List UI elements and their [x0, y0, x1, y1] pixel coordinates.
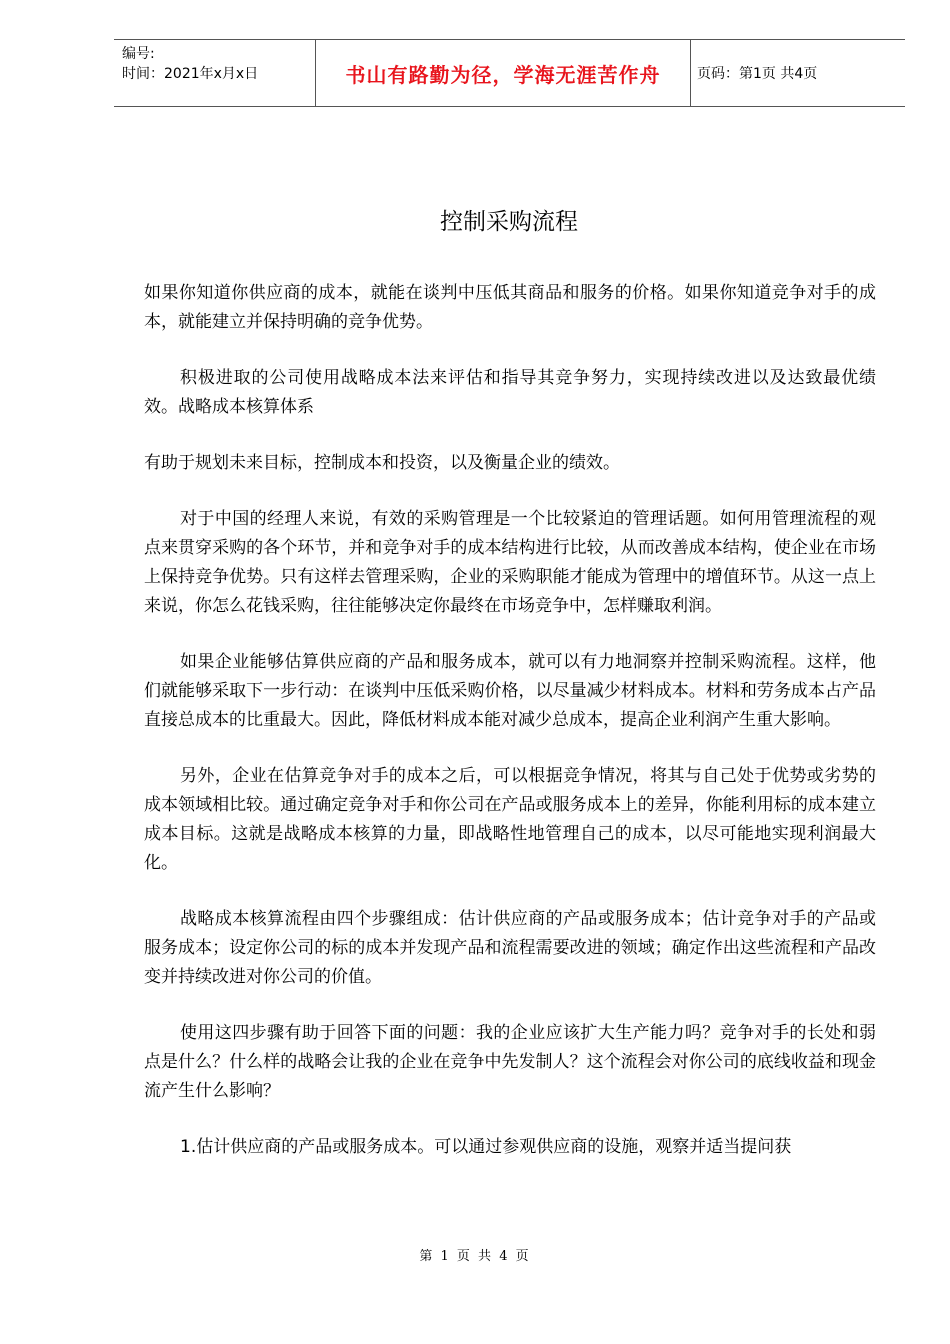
page-info-text: 页码：第1页 共4页 [697, 66, 818, 82]
document-header [114, 39, 905, 107]
motto-text: 书山有路勤为径，学海无涯苦作舟 [345, 62, 661, 87]
header-page-info [697, 40, 817, 106]
paragraph: 战略成本核算流程由四个步骤组成：估计供应商的产品或服务成本；估计竞争对手的产品或服务成本；设定你公司的标的成本并发现产品和流程需要改进的领域；确定作出这些流程和产品改变并持续改进对你公司的价值。 [144, 909, 876, 987]
header-meta [122, 44, 312, 84]
paragraph: 1.估计供应商的产品或服务成本。可以通过参观供应商的设施，观察并适当提问获 [180, 1137, 792, 1157]
page-footer: 第 1 页 共 4 页 [419, 1249, 531, 1264]
document-title: 控制采购流程 [440, 209, 578, 235]
header-motto-cell [315, 40, 691, 106]
paragraph: 对于中国的经理人来说，有效的采购管理是一个比较紧迫的管理话题。如何用管理流程的观点来贯穿采购的各个环节，并和竞争对手的成本结构进行比较，从而改善成本结构，使企业在市场上保持竞争优势。只有这样去管理采购，企业的采购职能才能成为管理中的增值环节。从这一点上来说，你怎么花钱采购，往往能够决定你最终在市场竞争中，怎样赚取利润。 [144, 509, 876, 616]
paragraph: 积极进取的公司使用战略成本法来评估和指导其竞争努力，实现持续改进以及达致最优绩效。战略成本核算体系 [144, 368, 876, 417]
paragraph: 另外，企业在估算竞争对手的成本之后，可以根据竞争情况，将其与自己处于优势或劣势的成本领域相比较。通过确定竞争对手和你公司在产品或服务成本上的差异，你能利用标的成本建立成本目标。这就是战略成本核算的力量，即战略性地管理自己的成本，以尽可能地实现利润最大化。 [144, 766, 876, 873]
document-body [144, 279, 876, 1189]
date-label: 时间：2021年x月x日 [122, 66, 259, 82]
paragraph: 有助于规划未来目标，控制成本和投资，以及衡量企业的绩效。 [144, 453, 620, 473]
serial-number-label: 编号: [122, 46, 155, 62]
paragraph: 如果企业能够估算供应商的产品和服务成本，就可以有力地洞察并控制采购流程。这样，他们就能够采取下一步行动：在谈判中压低采购价格，以尽量减少材料成本。材料和劳务成本占产品直接总成本的比重最大。因此，降低材料成本能对减少总成本，提高企业利润产生重大影响。 [144, 652, 876, 730]
paragraph: 如果你知道你供应商的成本，就能在谈判中压低其商品和服务的价格。如果你知道竞争对手的成本，就能建立并保持明确的竞争优势。 [144, 283, 876, 332]
paragraph: 使用这四步骤有助于回答下面的问题：我的企业应该扩大生产能力吗？竞争对手的长处和弱点是什么？什么样的战略会让我的企业在竞争中先发制人？这个流程会对你公司的底线收益和现金流产生什么影响？ [144, 1023, 876, 1101]
